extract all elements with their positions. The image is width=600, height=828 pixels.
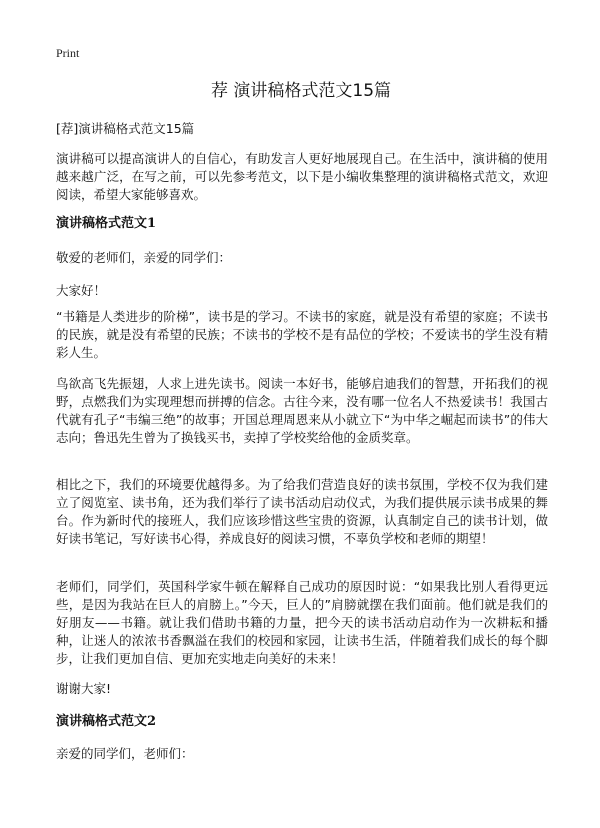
body-paragraph-2: 鸟欲高飞先振翅，人求上进先读书。阅读一本好书，能够启迪我们的智慧，开拓我们的视野，点燃我们为实现理想而拼搏的信念。古往今来，没有哪一位名人不热爱读书！我国古代就有孔子“韦编三绝”的故事；开国总理周恩来从小就立下“为中华之崛起而读书”的伟大志向；鲁迅先生曾为了换钱买书，卖掉了学校奖给他的金质奖章。 — [56, 376, 548, 445]
print-label: Print — [56, 46, 80, 60]
page-title: 荐 演讲稿格式范文15篇 — [210, 81, 392, 101]
hello-paragraph: 大家好！ — [56, 283, 107, 298]
section-heading-2: 演讲稿格式范文2 — [56, 714, 157, 729]
body-paragraph-1: “书籍是人类进步的阶梯”，读书是的学习。不读书的家庭，就是没有希望的家庭；不读书的民族，就是没有希望的民族；不读书的学校不是有品位的学校；不爱读书的学生没有精彩人生。 — [56, 309, 548, 360]
greeting-paragraph-2: 亲爱的同学们，老师们： — [56, 746, 194, 761]
section-heading-1: 演讲稿格式范文1 — [56, 216, 157, 231]
greeting-paragraph: 敬爱的老师们，亲爱的同学们： — [56, 250, 232, 265]
body-paragraph-3: 相比之下，我们的环境要优越得多。为了给我们营造良好的读书氛围，学校不仅为我们建立了阅览室、读书角，还为我们举行了读书活动启动仪式，为我们提供展示读书成果的舞台。作为新时代的接班人，我们应该珍惜这些宝贵的资源，认真制定自己的读书计划，做好读书笔记，写好读书心得，养成良好的阅读习惯，不辜负学校和老师的期望！ — [56, 477, 548, 546]
document-subtitle: [荐]演讲稿格式范文15篇 — [56, 121, 195, 136]
body-paragraph-4: 老师们，同学们，英国科学家牛顿在解释自己成功的原因时说：“如果我比别人看得更远些，是因为我站在巨人的肩膀上。”今天，巨人的”肩膀就摆在我们面前。他们就是我们的好朋友——书籍。就让我们借助书籍的力量，把今天的读书活动启动作为一次耕耘和播种，让迷人的浓浓书香飘溢在我们的校园和家园，让读书生活，伴随着我们成长的每个脚步，让我们更加自信、更加充实地走向美好的未来！ — [56, 579, 548, 666]
thanks-paragraph: 谢谢大家! — [56, 681, 112, 696]
intro-paragraph: 演讲稿可以提高演讲人的自信心，有助发言人更好地展现自己。在生活中，演讲稿的使用越来越广泛，在写之前，可以先参考范文，以下是小编收集整理的演讲稿格式范文，欢迎阅读，希望大家能够喜欢。 — [56, 151, 548, 202]
